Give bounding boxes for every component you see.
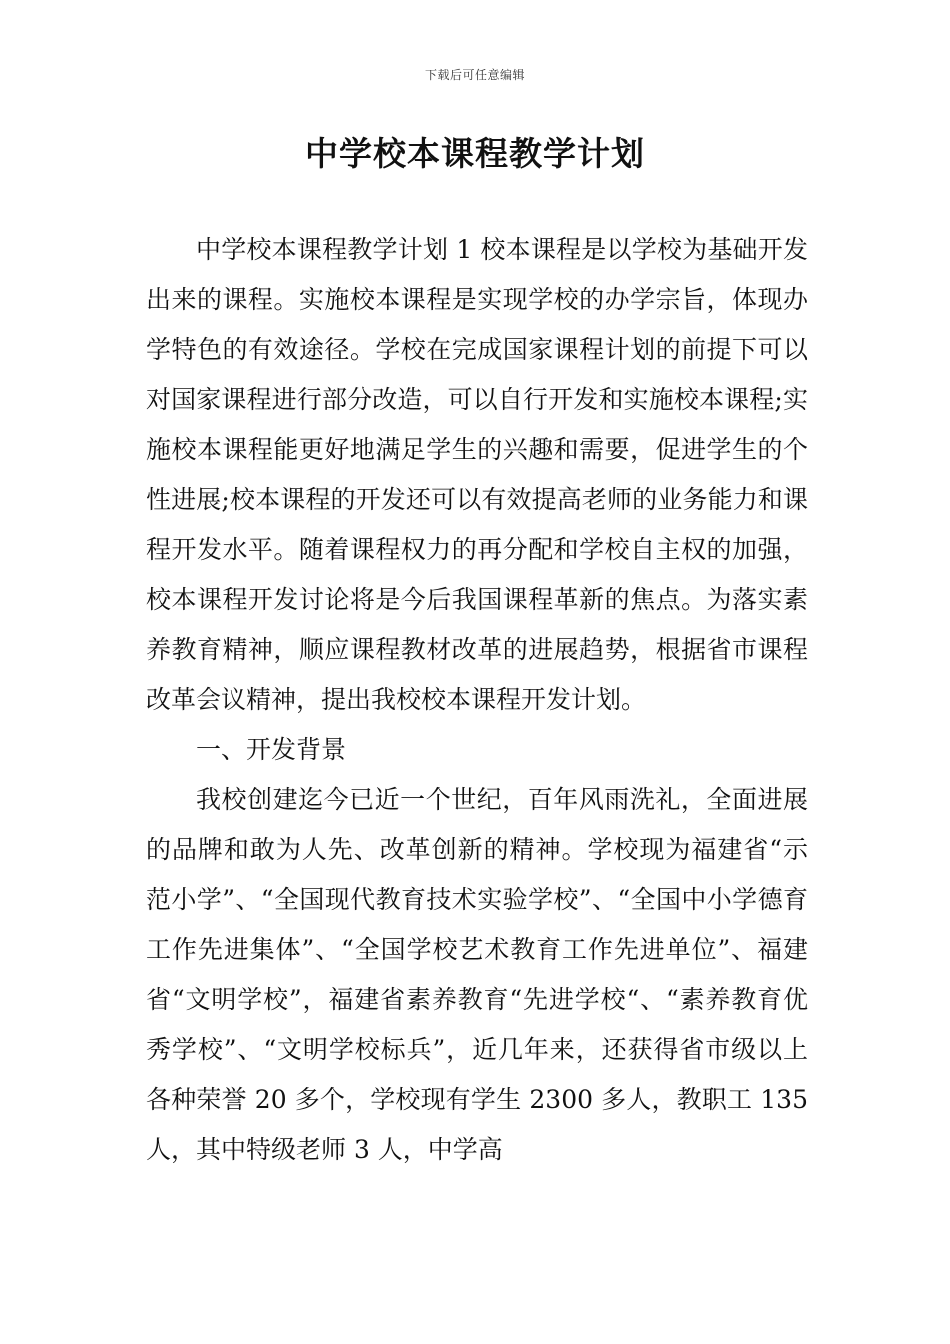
header-note: 下载后可任意编辑 [424,68,525,82]
section-heading-background: 一、开发背景 [196,735,347,764]
intro-paragraph: 中学校本课程教学计划 1 校本课程是以学校为基础开发出来的课程。实施校本课程是实现学校的办学宗旨，体现办学特色的有效途径。学校在完成国家课程计划的前提下可以对国家课程进行部分改造，可以自行开发和实施校本课程;实施校本课程能更好地满足学生的兴趣和需要，促进学生的个性进展;校本课程的开发还可以有效提高老师的业务能力和课程开发水平。随着课程权力的再分配和学校自主权的加强，校本课程开发讨论将是今后我国课程革新的焦点。为落实素养教育精神，顺应课程教材改革的进展趋势，根据省市课程改革会议精神，提出我校校本课程开发计划。 [146,235,808,714]
background-paragraph: 我校创建迄今已近一个世纪，百年风雨洗礼，全面进展的品牌和敢为人先、改革创新的精神。学校现为福建省“示范小学”、“全国现代教育技术实验学校”、“全国中小学德育工作先进集体”、“全国学校艺术教育工作先进单位”、福建省“文明学校”，福建省素养教育“先进学校“、“素养教育优秀学校”、“文明学校标兵”，近几年来，还获得省市级以上各种荣誉 20 多个，学校现有学生 2300 多人，教职工 135 人，其中特级老师 3 人，中学高 [146,785,808,1164]
document-body [146,225,808,1175]
document-title: 中学校本课程教学计划 [305,134,645,173]
